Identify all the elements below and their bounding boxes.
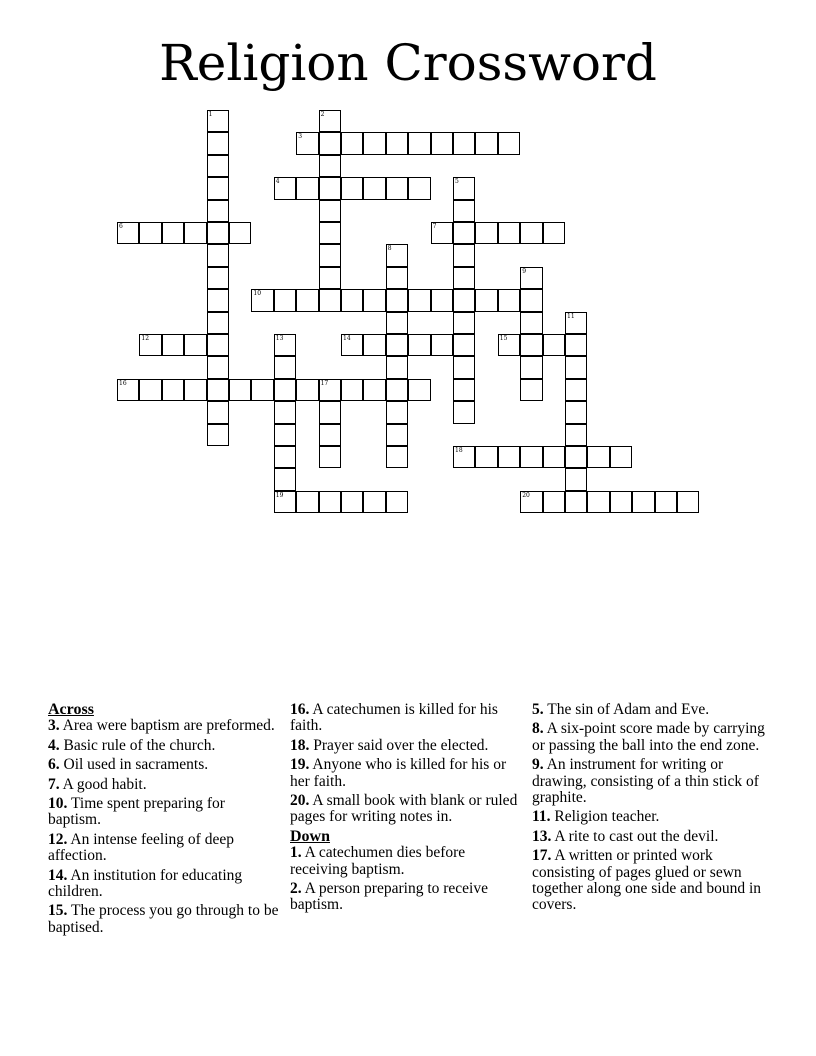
clue-number-label: 15 <box>499 335 508 342</box>
across-heading: Across <box>48 701 94 718</box>
grid-cell[interactable] <box>431 334 453 356</box>
clue-number-label: 17 <box>320 379 329 387</box>
grid-cell[interactable] <box>453 244 475 266</box>
grid-cell[interactable] <box>386 334 408 356</box>
grid-cell[interactable] <box>229 379 251 401</box>
down-heading: Down <box>290 827 331 845</box>
grid-cell[interactable] <box>251 379 273 401</box>
clue-number: 8. <box>532 720 544 738</box>
grid-cell[interactable] <box>431 132 453 154</box>
clues-column-1 <box>48 702 280 939</box>
grid-cell[interactable] <box>207 289 229 311</box>
grid-cell[interactable] <box>565 424 587 446</box>
grid-cell[interactable] <box>319 267 341 289</box>
grid-cell[interactable] <box>453 267 475 289</box>
grid-cell[interactable] <box>162 334 184 356</box>
grid-cell[interactable] <box>386 267 408 289</box>
clue-number: 13. <box>532 827 552 845</box>
grid-cell[interactable] <box>363 177 385 199</box>
clue-number: 18. <box>290 736 310 754</box>
grid-cell[interactable] <box>319 200 341 222</box>
clue-number-label: 9 <box>522 267 527 275</box>
grid-cell[interactable] <box>184 334 206 356</box>
clue-number: 3. <box>48 717 60 735</box>
clue-number: 6. <box>48 756 60 774</box>
grid-cell[interactable] <box>498 222 520 244</box>
grid-cell[interactable] <box>229 222 251 244</box>
grid-cell[interactable] <box>139 379 161 401</box>
clue-text: An intense feeling of deep affection. <box>48 830 234 865</box>
grid-cell[interactable] <box>386 312 408 334</box>
grid-cell[interactable] <box>319 222 341 244</box>
clue-text: Time spent preparing for baptism. <box>48 795 225 829</box>
grid-cell[interactable] <box>207 155 229 177</box>
grid-cell[interactable] <box>520 356 542 378</box>
clue-text: A person preparing to receive baptism. <box>290 880 488 914</box>
grid-cell[interactable] <box>677 491 699 513</box>
clue-item <box>290 757 526 790</box>
grid-cell[interactable] <box>207 379 229 401</box>
grid-cell[interactable] <box>341 379 363 401</box>
clue-number-label: 5 <box>455 178 459 186</box>
grid-cell[interactable] <box>207 244 229 266</box>
grid-cell[interactable] <box>319 491 341 513</box>
grid-cell[interactable] <box>319 244 341 266</box>
grid-cell[interactable] <box>207 424 229 446</box>
grid-cell[interactable] <box>520 289 542 311</box>
grid-cell[interactable] <box>386 446 408 468</box>
clue-text: A small book with blank or ruled pages for writing notes in. <box>290 792 518 826</box>
clue-item <box>532 829 772 845</box>
grid-cell[interactable] <box>655 491 677 513</box>
grid-cell[interactable] <box>386 356 408 378</box>
clue-item <box>290 845 526 878</box>
grid-cell[interactable] <box>453 200 475 222</box>
clue-number: 17. <box>532 847 552 865</box>
clue-number: 19. <box>290 756 310 774</box>
grid-cell[interactable] <box>363 289 385 311</box>
clue-text: A catechumen is killed for his faith. <box>290 701 498 735</box>
grid-cell[interactable] <box>274 468 296 490</box>
grid-cell[interactable] <box>207 401 229 423</box>
clue-number: 11. <box>532 808 551 826</box>
grid-cell[interactable] <box>207 312 229 334</box>
clue-text: Prayer said over the elected. <box>309 736 489 754</box>
grid-cell[interactable] <box>207 177 229 199</box>
clue-number: 10. <box>48 795 68 813</box>
clue-text: Oil used in sacraments. <box>59 756 209 774</box>
grid-cell[interactable] <box>498 446 520 468</box>
grid-cell[interactable] <box>565 446 587 468</box>
grid-cell[interactable] <box>274 356 296 378</box>
clue-item <box>532 848 772 914</box>
grid-cell[interactable] <box>274 401 296 423</box>
grid-cell[interactable] <box>453 289 475 311</box>
grid-cell[interactable] <box>386 177 408 199</box>
grid-cell[interactable] <box>408 379 430 401</box>
clue-number: 12. <box>48 830 68 848</box>
clues-column-2 <box>290 702 526 917</box>
grid-cell[interactable] <box>587 491 609 513</box>
clue-number: 15. <box>48 902 68 920</box>
clue-item <box>290 702 526 735</box>
grid-cell[interactable] <box>363 132 385 154</box>
grid-cell[interactable] <box>565 334 587 356</box>
grid-cell[interactable] <box>475 289 497 311</box>
grid-cell[interactable] <box>386 379 408 401</box>
grid-cell[interactable] <box>610 491 632 513</box>
clue-text: Religion teacher. <box>550 808 660 826</box>
grid-cell[interactable] <box>319 424 341 446</box>
clue-item <box>48 777 280 793</box>
grid-cell[interactable] <box>453 334 475 356</box>
grid-cell[interactable] <box>274 446 296 468</box>
clue-number-label: 19 <box>275 491 284 499</box>
clue-number: 20. <box>290 792 310 810</box>
grid-cell[interactable] <box>207 356 229 378</box>
grid-cell[interactable] <box>341 132 363 154</box>
clue-number: 5. <box>532 701 544 718</box>
clue-number-label: 20 <box>522 491 530 499</box>
grid-cell[interactable] <box>543 491 565 513</box>
clue-number-label: 12 <box>141 335 150 342</box>
grid-cell[interactable] <box>453 312 475 334</box>
clue-item <box>48 868 280 901</box>
grid-cell[interactable] <box>475 132 497 154</box>
grid-cell[interactable] <box>453 401 475 423</box>
clue-text: Area were baptism are preformed. <box>59 717 275 735</box>
grid-cell[interactable] <box>319 177 341 199</box>
clue-item <box>290 881 526 914</box>
grid-cell[interactable] <box>408 132 430 154</box>
clue-text: Anyone who is killed for his or her faith. <box>290 756 507 790</box>
grid-cell[interactable] <box>296 491 318 513</box>
grid-cell[interactable] <box>274 424 296 446</box>
grid-cell[interactable] <box>543 446 565 468</box>
clue-item <box>48 832 280 865</box>
grid-cell[interactable] <box>587 446 609 468</box>
grid-cell[interactable] <box>453 379 475 401</box>
grid-cell[interactable] <box>386 401 408 423</box>
grid-cell[interactable] <box>274 379 296 401</box>
grid-cell[interactable] <box>319 155 341 177</box>
grid-cell[interactable] <box>565 401 587 423</box>
clue-item <box>290 738 526 754</box>
grid-cell[interactable] <box>139 222 161 244</box>
clue-item <box>48 757 280 773</box>
grid-cell[interactable] <box>207 222 229 244</box>
clue-item <box>532 809 772 825</box>
grid-cell[interactable] <box>341 289 363 311</box>
grid-cell[interactable] <box>543 334 565 356</box>
grid-cell[interactable] <box>475 222 497 244</box>
grid-cell[interactable] <box>386 491 408 513</box>
page-title: Religion Crossword <box>159 34 657 92</box>
grid-cell[interactable] <box>408 289 430 311</box>
grid-cell[interactable] <box>475 446 497 468</box>
grid-cell[interactable] <box>207 132 229 154</box>
grid-cell[interactable] <box>319 132 341 154</box>
grid-cell[interactable] <box>162 379 184 401</box>
grid-cell[interactable] <box>610 446 632 468</box>
clue-number: 14. <box>48 866 68 884</box>
clue-number: 7. <box>48 775 60 793</box>
clue-number-label: 14 <box>343 335 351 342</box>
across-clue-list <box>290 702 526 826</box>
grid-cell[interactable] <box>162 222 184 244</box>
clue-item <box>290 793 526 826</box>
grid-cell[interactable] <box>207 334 229 356</box>
grid-cell[interactable] <box>520 334 542 356</box>
clue-number: 9. <box>532 756 544 774</box>
clue-number-label: 2 <box>320 111 325 118</box>
grid-cell[interactable] <box>184 379 206 401</box>
grid-cell[interactable] <box>363 491 385 513</box>
clue-number-label: 18 <box>455 447 463 454</box>
clue-text: The process you go through to be baptised. <box>48 902 279 936</box>
clue-number-label: 3 <box>298 133 303 141</box>
clue-text: A rite to cast out the devil. <box>551 827 719 845</box>
grid-cell[interactable] <box>431 289 453 311</box>
grid-cell[interactable] <box>341 491 363 513</box>
grid-cell[interactable] <box>363 334 385 356</box>
grid-cell[interactable] <box>520 379 542 401</box>
clue-item <box>532 702 772 718</box>
grid-cell[interactable] <box>520 222 542 244</box>
grid-cell[interactable] <box>565 468 587 490</box>
grid-cell[interactable] <box>184 222 206 244</box>
grid-cell[interactable] <box>319 289 341 311</box>
clue-number: 2. <box>290 880 302 898</box>
clue-text: An instrument for writing or drawing, consisting of a thin stick of graphite. <box>532 756 759 807</box>
clue-number-label: 11 <box>567 312 575 320</box>
clue-text: A written or printed work consisting of pages glued or sewn together along one side and bound in covers. <box>532 847 762 914</box>
down-clue-list <box>290 845 526 914</box>
grid-cell[interactable] <box>520 446 542 468</box>
clue-number: 16. <box>290 701 310 718</box>
grid-cell[interactable] <box>453 356 475 378</box>
grid-cell[interactable] <box>386 132 408 154</box>
clue-number: 1. <box>290 844 302 862</box>
clue-item <box>48 718 280 734</box>
clue-item <box>48 903 280 936</box>
grid-cell[interactable] <box>319 401 341 423</box>
grid-cell[interactable] <box>207 200 229 222</box>
grid-cell[interactable] <box>565 379 587 401</box>
grid-cell[interactable] <box>296 289 318 311</box>
grid-cell[interactable] <box>296 177 318 199</box>
down-clue-list <box>532 702 772 914</box>
clue-item <box>532 757 772 806</box>
clue-number-label: 8 <box>387 245 392 253</box>
grid-cell[interactable] <box>498 289 520 311</box>
clues-column-3 <box>532 702 772 917</box>
clue-number-label: 16 <box>119 379 127 387</box>
clue-text: A catechumen dies before receiving baptism. <box>290 844 466 878</box>
clue-number-label: 7 <box>432 223 437 230</box>
clue-number-label: 1 <box>208 111 213 118</box>
grid-cell[interactable] <box>274 289 296 311</box>
grid-cell[interactable] <box>453 132 475 154</box>
grid-cell[interactable] <box>632 491 654 513</box>
clue-number-label: 6 <box>119 223 123 230</box>
grid-cell[interactable] <box>498 132 520 154</box>
clue-text: The sin of Adam and Eve. <box>543 701 710 718</box>
grid-cell[interactable] <box>408 177 430 199</box>
clue-item <box>532 721 772 754</box>
grid-cell[interactable] <box>543 222 565 244</box>
grid-cell[interactable] <box>296 379 318 401</box>
grid-cell[interactable] <box>363 379 385 401</box>
across-clue-list <box>48 718 280 936</box>
clue-text: An institution for educating children. <box>48 866 243 901</box>
grid-cell[interactable] <box>408 334 430 356</box>
grid-cell[interactable] <box>520 312 542 334</box>
grid-cell[interactable] <box>341 177 363 199</box>
grid-cell[interactable] <box>386 289 408 311</box>
clue-number: 4. <box>48 736 60 754</box>
grid-cell[interactable] <box>453 222 475 244</box>
clue-text: A six-point score made by carrying or passing the ball into the end zone. <box>532 720 765 754</box>
clue-number-label: 13 <box>275 335 284 342</box>
grid-cell[interactable] <box>386 424 408 446</box>
clue-item <box>48 796 280 829</box>
clue-text: Basic rule of the church. <box>59 736 216 754</box>
grid-cell[interactable] <box>207 267 229 289</box>
clue-text: A good habit. <box>59 775 147 793</box>
grid-cell[interactable] <box>319 446 341 468</box>
clue-item <box>48 738 280 754</box>
grid-cell[interactable] <box>565 356 587 378</box>
clue-number-label: 4 <box>275 178 280 186</box>
grid-cell[interactable] <box>565 491 587 513</box>
clue-number-label: 10 <box>253 290 262 298</box>
